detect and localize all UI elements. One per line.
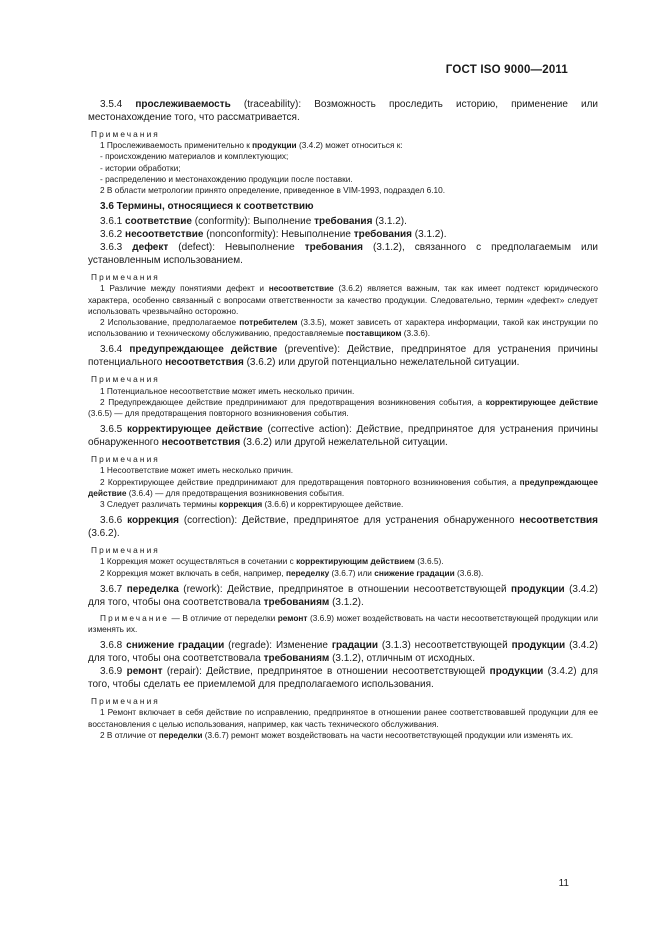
- note-3-6-6-1: 1 Коррекция может осуществляться в сочетании с корректирующим действием (3.6.5).: [100, 556, 444, 567]
- section-heading-3-6: 3.6 Термины, относящиеся к соответствию: [100, 201, 314, 213]
- note-3-6-6-2: 2 Коррекция может включать в себя, например, переделку (3.6.7) или снижение градации (3.6.8).: [100, 567, 484, 578]
- term-3-6-2: 3.6.2 несоответствие (nonconformity): Невыполнение требования (3.1.2).: [100, 229, 447, 241]
- note-list-item: - распределению и местонахождению продукции после поставки.: [100, 173, 353, 184]
- document-header: ГОСТ ISO 9000—2011: [445, 64, 568, 76]
- note-3-6-7: Примечание — В отличие от переделки ремонт (3.6.9) может воздействовать на части несоответствующей продукции или изменять их.: [88, 612, 598, 635]
- term-3-6-7: 3.6.7 переделка (rework): Действие, предпринятое в отношении несоответствующей продукции (3.4.2) для того, чтобы она соответствовала требованиям (3.1.2).: [88, 583, 598, 608]
- notes-heading: Примечания: [91, 696, 160, 707]
- note-3-6-9-2: 2 В отличие от переделки (3.6.7) ремонт может воздействовать на части несоответствующей продукции или изменять их.: [100, 729, 574, 740]
- note-3-6-4-1: 1 Потенциальное несоответствие может иметь несколько причин.: [100, 385, 355, 396]
- term-3-6-1: 3.6.1 соответствие (conformity): Выполнение требования (3.1.2).: [100, 216, 407, 228]
- term-3-6-8: 3.6.8 снижение градации (regrade): Изменение градации (3.1.3) несоответствующей продукции (3.4.2) для того, чтобы она соответствовала требованиям (3.1.2), отличным от исходных.: [88, 640, 598, 665]
- note-3-6-3-2: 2 Использование, предполагаемое потребителем (3.3.5), может зависеть от характера информации, такой как инструкции по использованию и техническому обслуживанию, предоставляемые поставщиком (3.3.6).: [88, 317, 598, 339]
- note-3-6-3-1: 1 Различие между понятиями дефект и несоответствие (3.6.2) является важным, так как имеет подтекст юридического характера, особенно связанный с вопросами ответственности за качество продукции. Следовательно, термин «дефект» следует использовать чрезвычайно осторожно.: [88, 283, 598, 316]
- notes-heading: Примечания: [91, 129, 160, 139]
- term-3-6-5: 3.6.5 корректирующее действие (corrective action): Действие, предпринятое для устранения причины обнаруженного несоответствия (3.6.2) или другой нежелательной ситуации.: [88, 424, 599, 449]
- page-content: [88, 98, 598, 741]
- notes-heading: Примечания: [91, 272, 160, 283]
- term-3-6-9: 3.6.9 ремонт (repair): Действие, предпринятое в отношении несоответствующей продукции (3.4.2) для того, чтобы сделать ее приемлемой для предполагаемого использования.: [88, 666, 599, 691]
- note-3-6-4-2: 2 Предупреждающее действие предпринимают для предотвращения возникновения события, а корректирующее действие (3.6.5) — для предотвращения повторного возникновения события.: [88, 396, 598, 419]
- note-3-5-4-2: 2 В области метрологии принято определение, приведенное в VIM-1993, подраздел 6.10.: [100, 185, 446, 196]
- note-list-item: - происхождению материалов и комплектующих;: [100, 151, 289, 162]
- note-3-6-5-3: 3 Следует различать термины коррекция (3.6.6) и корректирующее действие.: [100, 499, 404, 510]
- page-number: 11: [558, 878, 569, 889]
- notes-heading: Примечания: [91, 545, 160, 556]
- term-3-6-6: 3.6.6 коррекция (correction): Действие, предпринятое для устранения обнаруженного несоответствия (3.6.2).: [88, 515, 598, 540]
- term-3-5-4: 3.5.4 прослеживаемость (traceability): Возможность проследить историю, применение или местонахождение того, что рассматривается.: [88, 99, 598, 123]
- note-3-6-5-1: 1 Несоответствие может иметь несколько причин.: [100, 465, 294, 476]
- term-3-6-4: 3.6.4 предупреждающее действие (preventive): Действие, предпринятое для устранения причины потенциального несоответствия (3.6.2) или другой потенциально нежелательной ситуации.: [88, 344, 598, 369]
- term-3-6-3: 3.6.3 дефект (defect): Невыполнение требования (3.1.2), связанного с предполагаемым или установленным использованием.: [88, 242, 598, 267]
- note-3-5-4-1: 1 Прослеживаемость применительно к продукции (3.4.2) может относиться к:: [100, 140, 403, 151]
- note-3-6-9-1: 1 Ремонт включает в себя действие по исправлению, предпринятое в отношении ранее соответствовавшей продукции для ее восстановления с целью использования, например, как часть технического обслуживания.: [88, 707, 598, 729]
- notes-heading: Примечания: [91, 454, 160, 465]
- note-3-6-5-2: 2 Корректирующее действие предпринимают для предотвращения повторного возникновения события, а предупреждающее действие (3.6.4) — для предотвращения возникновения события.: [88, 476, 598, 498]
- note-list-item: - истории обработки;: [100, 162, 181, 173]
- notes-heading: Примечания: [91, 374, 160, 385]
